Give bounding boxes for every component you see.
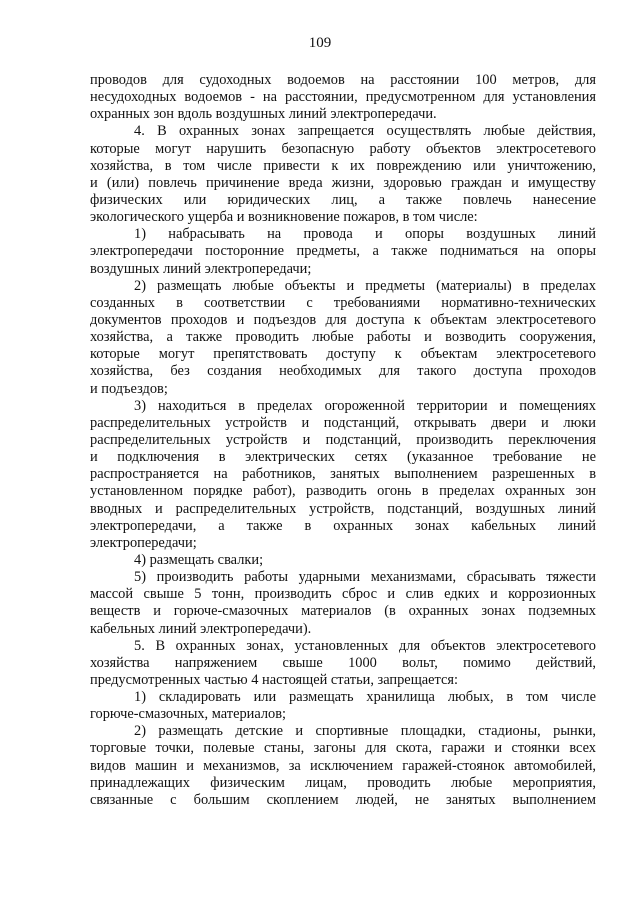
text-line: воздушных линий электропередачи; [90, 260, 312, 277]
text-line: горюче-смазочных, материалов; [90, 706, 287, 723]
text-line: видов машин и механизмов, за исключением гаражей-стоянок автомобилей, [90, 757, 596, 774]
text-line: 4. В охранных зонах запрещается осуществлять любые действия, [134, 123, 596, 140]
text-line: принадлежащих физическим лицам, проводить любые мероприятия, [90, 774, 596, 791]
text-line: хозяйства напряжением свыше 1000 вольт, помимо действий, [90, 654, 596, 671]
text-line: которые могут нарушить безопасную работу объектов электросетевого [90, 140, 596, 157]
text-line: 3) находиться в пределах огороженной территории и помещениях [134, 397, 596, 414]
text-line: 2) размещать любые объекты и предметы (материалы) в пределах [134, 277, 596, 294]
text-line: и подключения в электрических сетях (указанное требование не [90, 449, 596, 466]
text-line: которые могут препятствовать доступу к объектам электросетевого [90, 346, 596, 363]
text-line: физических или юридических лиц, а также повлечь нанесение [90, 191, 596, 208]
text-line: связанные с большим скоплением людей, не занятых выполнением [90, 791, 596, 808]
text-line: созданных в соответствии с требованиями нормативно-технических [90, 294, 596, 311]
text-line: и подъездов; [90, 380, 168, 397]
text-line: хозяйства, в том числе привести к их повреждению или уничтожению, [90, 157, 596, 174]
text-line: 5. В охранных зонах, установленных для объектов электросетевого [134, 637, 596, 654]
text-line: охранных зон вдоль воздушных линий электропередачи. [90, 106, 437, 123]
text-line: 2) размещать детские и спортивные площадки, стадионы, рынки, [134, 723, 596, 740]
text-line: 1) складировать или размещать хранилища любых, в том числе [134, 689, 596, 706]
text-line: распределительных устройств и подстанций, производить переключения [90, 431, 596, 448]
text-line: хозяйства, а также проводить любые работы и возводить сооружения, [90, 329, 596, 346]
text-line: распределительных устройств и подстанций, открывать двери и люки [90, 414, 596, 431]
text-line: 1) набрасывать на провода и опоры воздушных линий [134, 226, 596, 243]
text-line: электропередачи; [90, 534, 197, 551]
text-line: кабельных линий электропередачи). [90, 620, 312, 637]
text-line: установленном порядке работ), разводить огонь в пределах охранных зон [90, 483, 596, 500]
text-line: 4) размещать свалки; [134, 551, 264, 568]
text-line: предусмотренных частью 4 настоящей статьи, запрещается: [90, 671, 459, 688]
text-line: 5) производить работы ударными механизмами, сбрасывать тяжести [134, 569, 596, 586]
text-line: документов проходов и подъездов для доступа к объектам электросетевого [90, 311, 596, 328]
text-line: и (или) повлечь причинение вреда жизни, здоровью граждан и имуществу [90, 174, 596, 191]
page-body-text [90, 72, 596, 809]
text-line: электропередачи посторонние предметы, а также подниматься на опоры [90, 243, 596, 260]
text-line: веществ и горюче-смазочных материалов (в охранных зонах подземных [90, 603, 596, 620]
page-number: 109 [308, 35, 332, 51]
text-line: массой свыше 5 тонн, производить сброс и слив едких и коррозионных [90, 586, 596, 603]
text-line: электропередачи, а также в охранных зонах кабельных линий [90, 517, 596, 534]
text-line: экологического ущерба и возникновение пожаров, в том числе: [90, 209, 478, 226]
text-line: вводных и распределительных устройств, подстанций, воздушных линий [90, 500, 596, 517]
text-line: несудоходных водоемов - на расстоянии, предусмотренном для установления [90, 89, 596, 106]
text-line: распространяется на работников, занятых выполнением разрешенных в [90, 466, 596, 483]
text-line: торговые точки, полевые станы, загоны для скота, гаражи и стоянки всех [90, 740, 596, 757]
text-line: хозяйства, без создания необходимых для такого доступа проходов [90, 363, 596, 380]
text-line: проводов для судоходных водоемов на расстоянии 100 метров, для [90, 72, 596, 88]
